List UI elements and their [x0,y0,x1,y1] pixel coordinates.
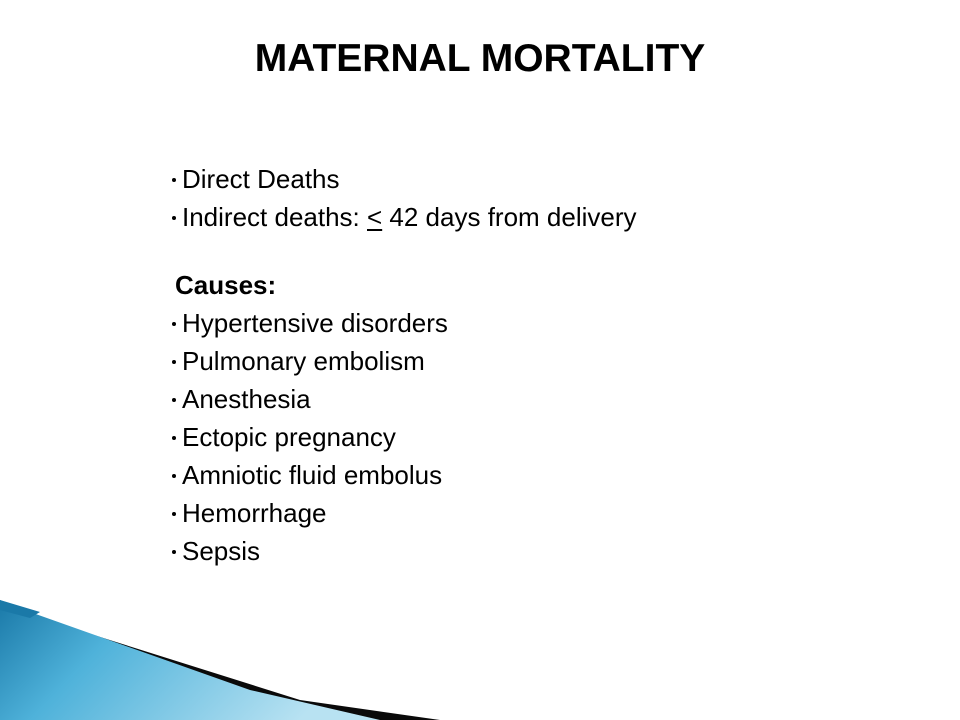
list-item [172,198,637,236]
list-item [172,494,448,532]
bullet-icon [172,436,176,440]
list-item [172,532,448,570]
bullet-icon [172,216,176,220]
list-item [172,418,448,456]
list-item [172,342,448,380]
bullet-icon [172,178,176,182]
cause-text: Pulmonary embolism [182,346,425,376]
cause-text: Amniotic fluid embolus [182,460,443,490]
bullet-icon [172,398,176,402]
ribbon-blue [0,600,380,720]
list-item [172,160,637,198]
less-equal-symbol: < [367,202,383,232]
bullet-icon [172,322,176,326]
causes-list [172,304,448,570]
deaths-list [172,160,637,236]
list-item [172,304,448,342]
bullet-icon [172,512,176,516]
indirect-deaths-text [172,202,637,232]
direct-deaths-text: Direct Deaths [182,164,340,194]
list-item [172,380,448,418]
causes-heading: Causes: [175,270,277,300]
slide-title: MATERNAL MORTALITY [254,37,706,80]
bullet-icon [172,360,176,364]
indirect-suffix: 42 days from delivery [382,202,637,232]
cause-text: Ectopic pregnancy [182,422,396,452]
cause-text: Hemorrhage [182,498,327,528]
bullet-icon [172,550,176,554]
cause-text: Anesthesia [182,384,311,414]
list-item [172,456,448,494]
bullet-icon [172,474,176,478]
cause-text: Sepsis [182,536,261,566]
indirect-prefix: Indirect deaths: [182,202,367,232]
cause-text: Hypertensive disorders [182,308,448,338]
